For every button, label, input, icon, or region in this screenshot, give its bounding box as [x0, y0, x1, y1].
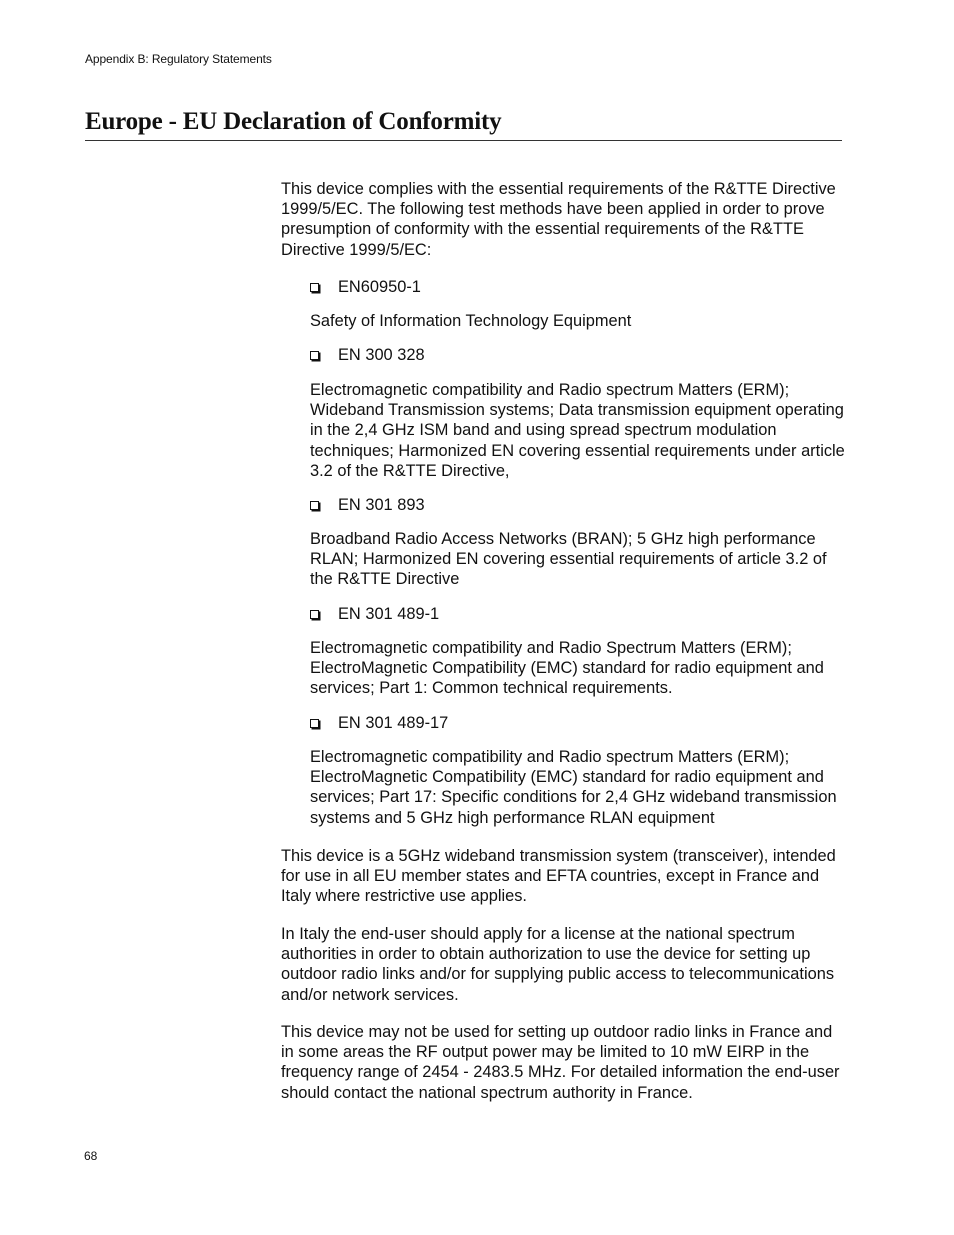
title-rule: [85, 140, 842, 141]
running-header: Appendix B: Regulatory Statements: [85, 52, 272, 66]
intro-paragraph: This device complies with the essential requirements of the R&TTE Directive 1999/5/EC. The following test methods have been applied in order to prove presumption of conformity with the essential requirements of the R&TTE Directive 1999/5/EC:: [281, 180, 836, 259]
standard-code: EN 301 893: [338, 496, 425, 514]
checkbox-bullet-icon: [310, 351, 319, 360]
checkbox-bullet-icon: [310, 610, 319, 619]
section-title: Europe - EU Declaration of Conformity: [85, 108, 502, 135]
standard-code: EN 301 489-17: [338, 714, 449, 732]
body-paragraph: In Italy the end-user should apply for a license at the national spectrum authorities in order to obtain authorization to use the device for setting up outdoor radio links and/or for supplying public access to telecommunications and/or network services.: [281, 925, 835, 1004]
standard-description: Electromagnetic compatibility and Radio spectrum Matters (ERM); Wideband Transmission systems; Data transmission equipment operating in the 2,4 GHz ISM band and using spread spectrum modulation techniques; Harmonized EN covering essential requirements under article 3.2 of the R&TTE Directive,: [310, 381, 845, 480]
page-number: 68: [84, 1149, 98, 1163]
body-paragraph: This device may not be used for setting up outdoor radio links in France and in some areas the RF output power may be limited to 10 mW EIRP in the frequency range of 2454 - 2483.5 MHz. For detailed information the end-user should contact the national spectrum authority in France.: [281, 1023, 840, 1102]
checkbox-bullet-icon: [310, 501, 319, 510]
standard-description: Electromagnetic compatibility and Radio Spectrum Matters (ERM); ElectroMagnetic Compatibility (EMC) standard for radio equipment and services; Part 1: Common technical requirements.: [310, 639, 824, 698]
standard-description: Safety of Information Technology Equipment: [310, 312, 632, 330]
standard-code: EN 300 328: [338, 346, 425, 364]
standard-description: Broadband Radio Access Networks (BRAN); 5 GHz high performance RLAN; Harmonized EN covering essential requirements of article 3.2 of the R&TTE Directive: [310, 530, 827, 589]
body-paragraph: This device is a 5GHz wideband transmission system (transceiver), intended for use in all EU member states and EFTA countries, except in France and Italy where restrictive use applies.: [281, 847, 836, 906]
standard-description: Electromagnetic compatibility and Radio spectrum Matters (ERM); ElectroMagnetic Compatibility (EMC) standard for radio equipment and services; Part 17: Specific conditions for 2,4 GHz wideband transmission systems and 5 GHz high performance RLAN equipment: [310, 748, 837, 827]
standard-code: EN60950-1: [338, 278, 421, 296]
checkbox-bullet-icon: [310, 719, 319, 728]
standard-code: EN 301 489-1: [338, 605, 440, 623]
checkbox-bullet-icon: [310, 283, 319, 292]
